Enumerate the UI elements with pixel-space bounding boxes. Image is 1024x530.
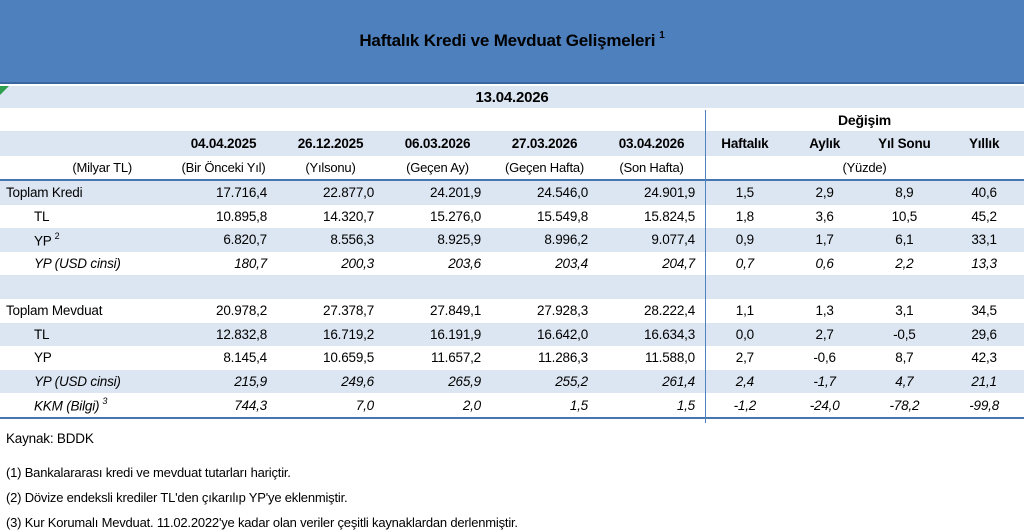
value-cell: 255,2 [555, 374, 588, 390]
value-cell: 1,5 [676, 397, 695, 413]
row-label [0, 374, 170, 389]
date-column-header: 26.12.2025 [297, 136, 364, 151]
change-cell: 40,6 [971, 185, 997, 201]
value-cell: 24.201,9 [430, 185, 481, 201]
dates-header-row [0, 131, 1024, 156]
change-cell: 8,9 [895, 185, 914, 201]
table-row [0, 181, 1024, 205]
report-title [359, 31, 664, 51]
value-cell: 7,0 [355, 397, 374, 413]
table-row [0, 393, 1024, 417]
change-cell: 4,7 [895, 374, 914, 390]
row-label-text: Toplam Mevduat [6, 303, 103, 319]
change-cell: 2,7 [815, 326, 834, 342]
change-cell: -24,0 [809, 397, 840, 413]
change-cell: 1,7 [815, 232, 834, 248]
value-cell: 22.877,0 [323, 185, 374, 201]
row-label-text: YP (USD cinsi) [34, 374, 121, 390]
footnote: (3) Kur Korumalı Mevduat. 11.02.2022'ye kadar olan veriler çeşitli kaynaklardan derlenmiştir. [6, 514, 518, 530]
period-label: (Yılsonu) [305, 160, 356, 175]
value-cell: 180,7 [234, 256, 267, 272]
change-cell: 2,7 [735, 350, 754, 366]
value-cell: 15.549,8 [537, 208, 588, 224]
section-divider-line [705, 110, 706, 423]
change-cell: 42,3 [971, 350, 997, 366]
change-cell: -0,5 [893, 326, 916, 342]
table-row [0, 228, 1024, 252]
change-cell: 1,3 [815, 303, 834, 319]
row-label [0, 256, 170, 271]
row-label [0, 209, 170, 224]
change-cell: 21,1 [971, 374, 997, 390]
value-cell: 203,6 [448, 256, 481, 272]
footnote: (2) Dövize endeksli krediler TL'den çıkarılıp YP'ye eklenmiştir. [6, 489, 348, 505]
row-label-text: YP (USD cinsi) [34, 256, 121, 272]
title-banner [0, 0, 1024, 84]
change-column-header: Yıl Sonu [878, 136, 931, 151]
period-label: (Geçen Ay) [406, 160, 469, 175]
value-cell: 12.832,8 [216, 326, 267, 342]
row-label [0, 397, 170, 414]
row-label [0, 303, 170, 318]
row-footnote-marker: 3 [102, 395, 108, 406]
change-cell: 13,3 [971, 256, 997, 272]
title-footnote-marker: 1 [659, 30, 665, 42]
change-cell: 45,2 [971, 208, 997, 224]
change-cell: 10,5 [891, 208, 918, 224]
subheader-row [0, 156, 1024, 181]
change-cell: 29,6 [971, 326, 997, 342]
date-column-header: 04.04.2025 [190, 136, 257, 151]
change-cell: 1,8 [735, 208, 754, 224]
row-label-text: TL [34, 208, 50, 224]
value-cell: 16.634,3 [644, 326, 695, 342]
change-cell: 2,4 [735, 374, 754, 390]
value-cell: 10.895,8 [216, 208, 267, 224]
value-cell: 8.556,3 [330, 232, 374, 248]
value-cell: 8.925,9 [437, 232, 481, 248]
row-label [0, 232, 170, 249]
table-row [0, 346, 1024, 370]
value-cell: 27.928,3 [537, 303, 588, 319]
change-cell: 2,9 [815, 185, 834, 201]
value-cell: 265,9 [448, 374, 481, 390]
table-body [0, 181, 1024, 419]
value-cell: 14.320,7 [323, 208, 374, 224]
row-label-text: Toplam Kredi [6, 185, 83, 201]
value-cell: 2,0 [462, 397, 481, 413]
row-footnote-marker: 2 [54, 230, 60, 241]
value-cell: 10.659,5 [323, 350, 374, 366]
change-cell: 0,6 [815, 256, 834, 272]
date-column-header: 27.03.2026 [511, 136, 578, 151]
change-cell: 0,9 [735, 232, 754, 248]
change-cell: 8,7 [895, 350, 914, 366]
change-cell: -0,6 [813, 350, 836, 366]
table-row [0, 370, 1024, 394]
footnotes [6, 465, 1024, 530]
change-cell: 1,1 [735, 303, 754, 319]
value-cell: 9.077,4 [651, 232, 695, 248]
report-date-band [0, 86, 1024, 108]
value-cell: 8.145,4 [223, 350, 267, 366]
change-cell: 0,0 [735, 326, 754, 342]
change-cell: -1,7 [813, 374, 836, 390]
value-cell: 24.901,9 [644, 185, 695, 201]
table-row [0, 205, 1024, 229]
value-cell: 203,4 [555, 256, 588, 272]
change-cell: 6,1 [895, 232, 914, 248]
percent-unit-label: (Yüzde) [842, 160, 887, 175]
change-cell: -99,8 [969, 397, 1000, 413]
value-cell: 16.719,2 [323, 326, 374, 342]
report-title-text: Haftalık Kredi ve Mevduat Gelişmeleri [359, 31, 656, 50]
value-cell: 8.996,2 [544, 232, 588, 248]
value-cell: 1,5 [569, 397, 588, 413]
date-column-header: 03.04.2026 [618, 136, 685, 151]
cell-comment-triangle-icon [0, 86, 9, 95]
row-label-text: YP [34, 350, 52, 366]
change-column-header: Haftalık [721, 136, 769, 151]
source-note: Kaynak: BDDK [6, 430, 94, 446]
footnote: (1) Bankalararası kredi ve mevduat tutarları hariçtir. [6, 464, 291, 480]
value-cell: 11.286,3 [538, 350, 588, 366]
row-label-text: YP [34, 233, 52, 249]
value-cell: 27.378,7 [323, 303, 374, 319]
value-cell: 11.657,2 [431, 350, 481, 366]
footer [0, 419, 1024, 530]
change-cell: 3,6 [815, 208, 834, 224]
row-label [0, 327, 170, 342]
row-label-text: TL [34, 326, 50, 342]
table-row [0, 299, 1024, 323]
value-cell: 20.978,2 [216, 303, 267, 319]
period-label: (Geçen Hafta) [504, 160, 585, 175]
value-cell: 204,7 [662, 256, 695, 272]
change-cell: 1,5 [735, 185, 754, 201]
change-cell: 2,2 [895, 256, 914, 272]
table-row [0, 252, 1024, 276]
change-column-header: Yıllık [968, 136, 1000, 151]
report-date: 13.04.2026 [475, 88, 549, 106]
value-cell: 15.276,0 [430, 208, 481, 224]
value-cell: 17.716,4 [216, 185, 267, 201]
row-label [0, 185, 170, 200]
change-cell: -78,2 [889, 397, 920, 413]
table-row [0, 323, 1024, 347]
change-cell: 0,7 [735, 256, 754, 272]
value-cell: 215,9 [234, 374, 267, 390]
row-label [0, 350, 170, 365]
change-column-header: Aylık [809, 136, 841, 151]
change-cell: 33,1 [971, 232, 997, 248]
change-section-title: Değişim [837, 111, 892, 128]
value-cell: 11.588,0 [645, 350, 695, 366]
value-cell: 27.849,1 [430, 303, 481, 319]
change-section-header-row [0, 108, 1024, 131]
change-cell: -1,2 [733, 397, 757, 413]
value-cell: 249,6 [341, 374, 374, 390]
unit-label: (Milyar TL) [72, 160, 132, 175]
period-label: (Bir Önceki Yıl) [181, 160, 266, 175]
spacer-row [0, 275, 1024, 299]
value-cell: 15.824,5 [644, 208, 695, 224]
change-cell: 34,5 [971, 303, 997, 319]
value-cell: 16.191,9 [430, 326, 481, 342]
change-cell: 3,1 [895, 303, 914, 319]
value-cell: 24.546,0 [537, 185, 588, 201]
date-column-header: 06.03.2026 [404, 136, 471, 151]
row-label-text: KKM (Bilgi) [34, 398, 100, 414]
period-label: (Son Hafta) [619, 160, 684, 175]
value-cell: 28.222,4 [644, 303, 695, 319]
value-cell: 744,3 [234, 397, 267, 413]
value-cell: 200,3 [341, 256, 374, 272]
value-cell: 16.642,0 [537, 326, 588, 342]
value-cell: 6.820,7 [223, 232, 267, 248]
value-cell: 261,4 [662, 374, 695, 390]
